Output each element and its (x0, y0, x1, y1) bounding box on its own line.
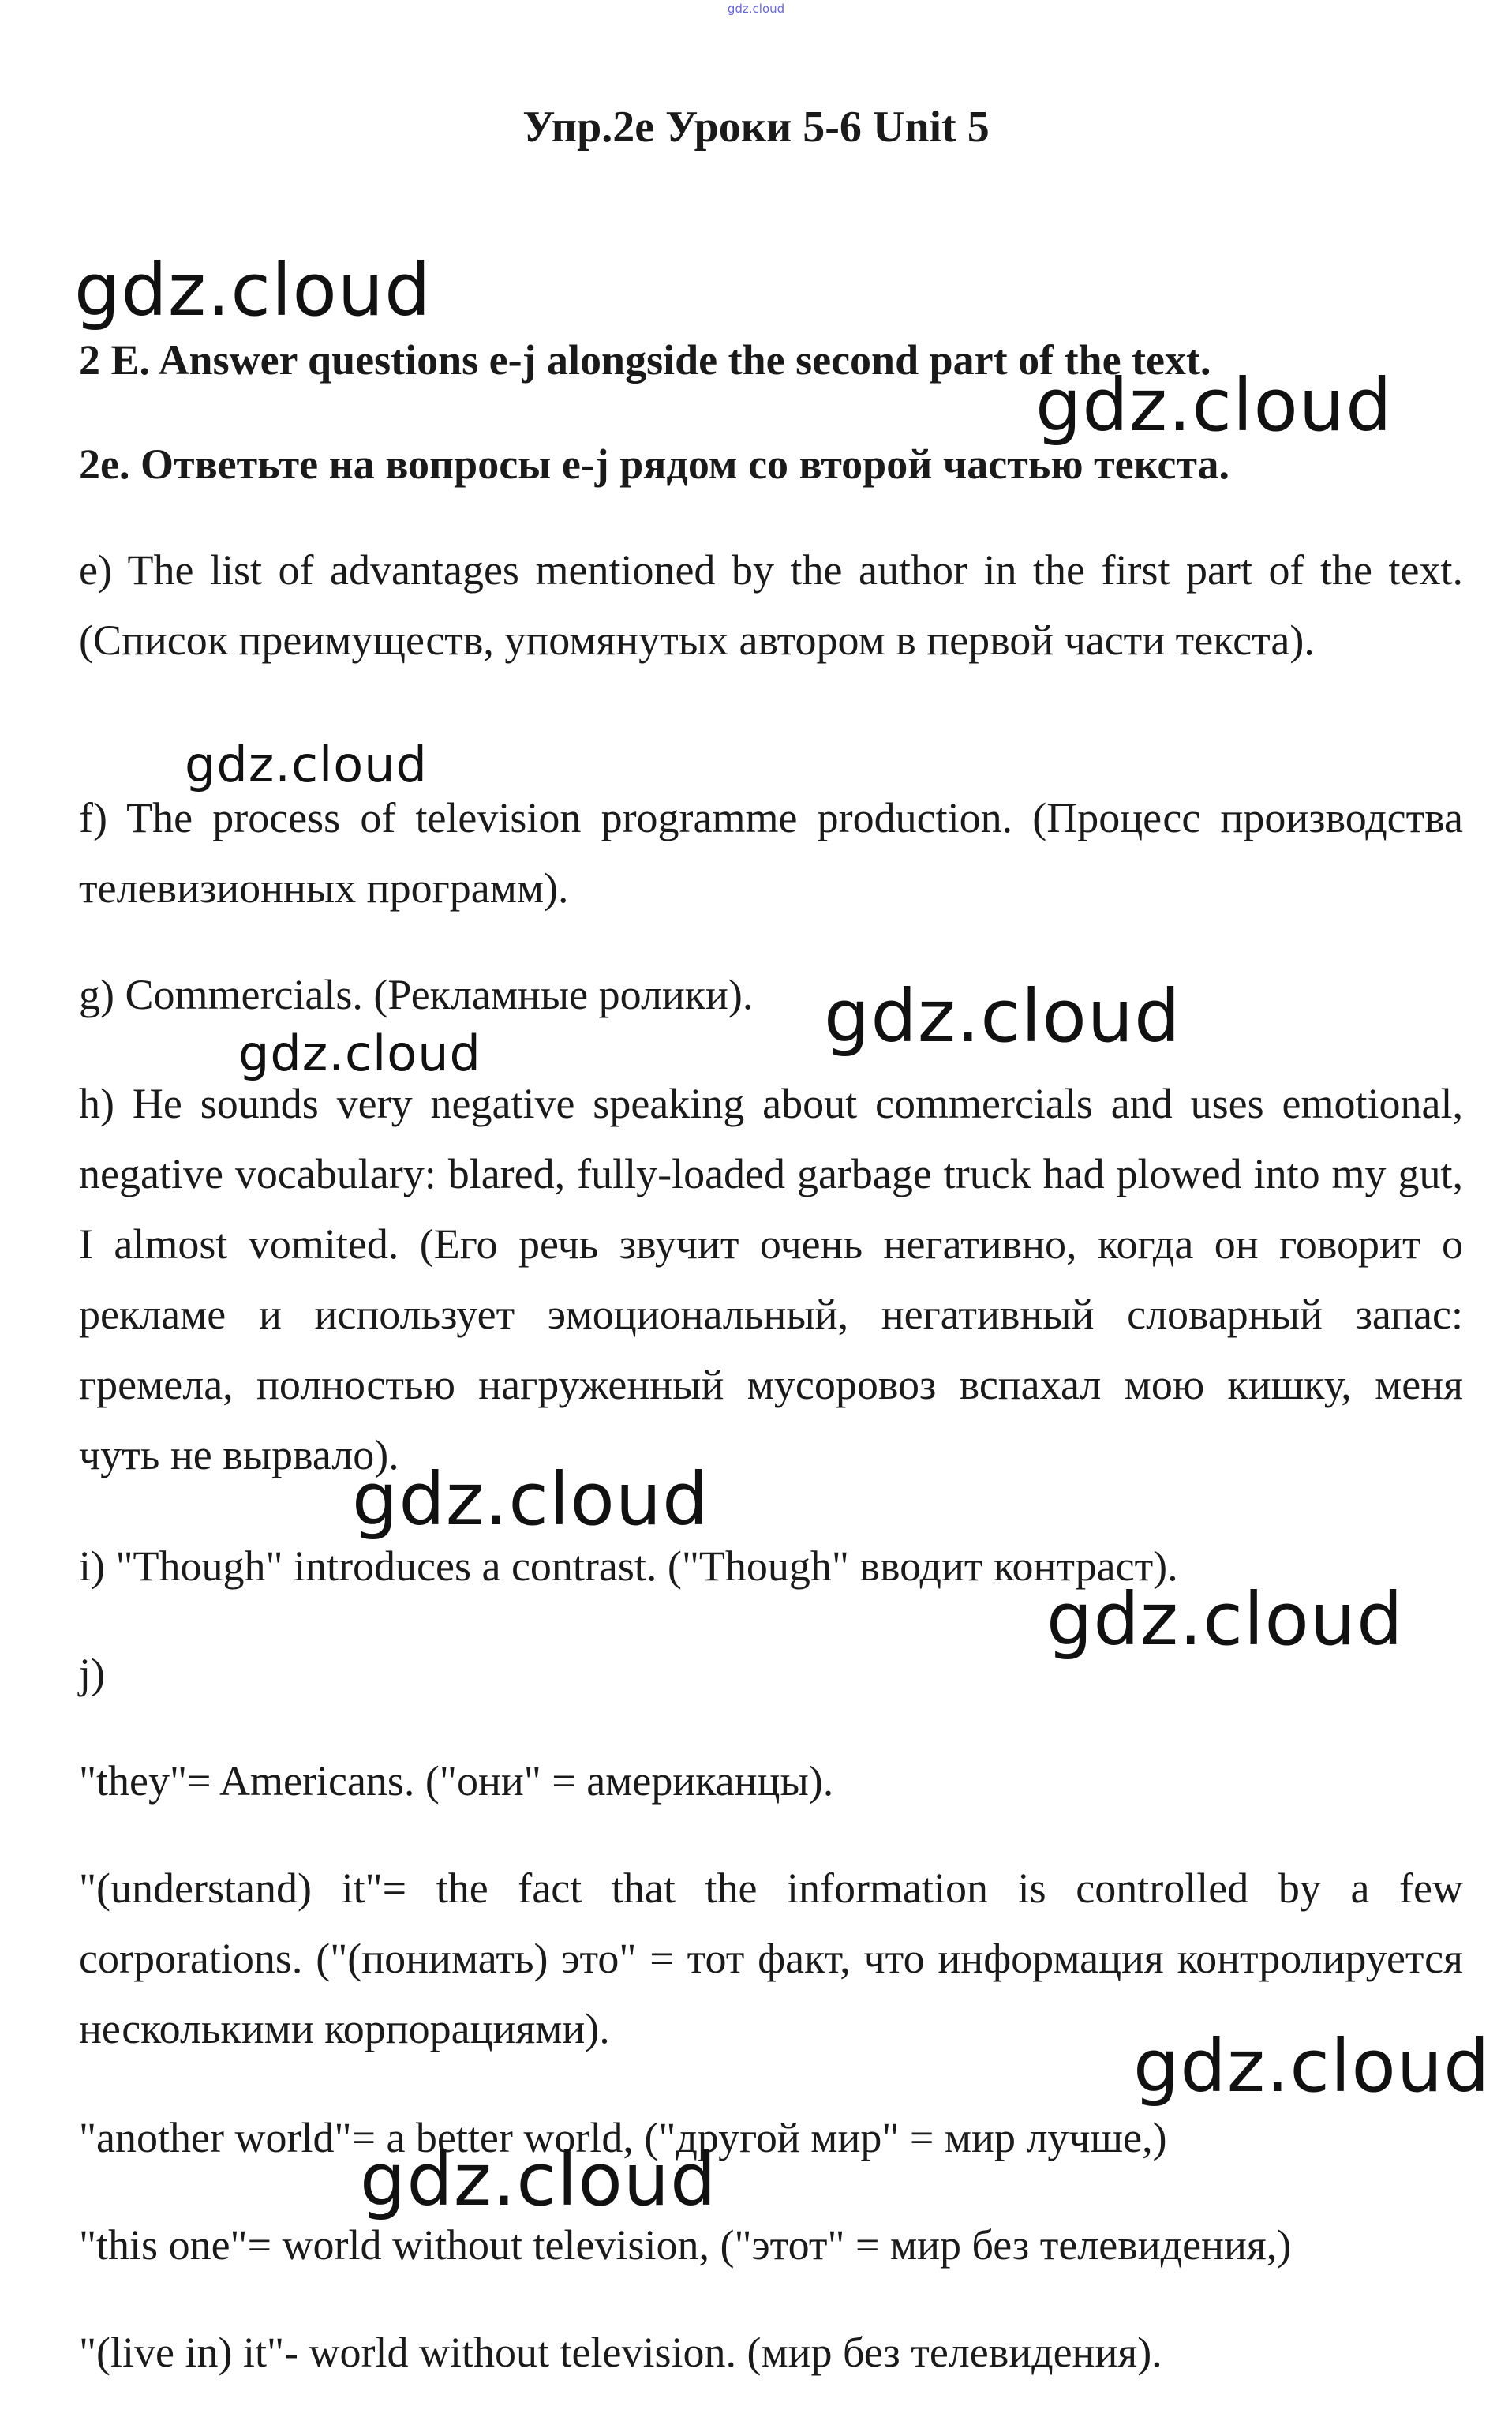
watermark: gdz.cloud (185, 736, 428, 793)
answer-j-item: "they"= Americans. ("они" = американцы). (79, 1757, 834, 1805)
answer-j-label: j) (79, 1650, 105, 1697)
watermark: gdz.cloud (824, 974, 1181, 1059)
answer-g: g) Commercials. (Рекламные ролики). (79, 971, 754, 1018)
task-russian: 2e. Ответьте на вопросы e-j рядом со второй частью текста. (79, 440, 1229, 488)
answer-j-item: "this one"= world without television, ("этот" = мир без телевидения,) (79, 2221, 1292, 2269)
watermark: gdz.cloud (360, 2138, 717, 2222)
watermark: gdz.cloud (1046, 1577, 1404, 1662)
answer-j-item: "another world"= a better world, ("другой мир" = мир лучше,) (79, 2114, 1167, 2161)
answer-i: i) "Though" introduces a contrast. ("Though" вводит контраст). (79, 1542, 1178, 1590)
answer-e: e) The list of advantages mentioned by the author in the first part of the text. (Список преимуществ, упомянутых автором в первой части текста). (79, 546, 1463, 664)
task-english: 2 E. Answer questions e-j alongside the second part of the text. (79, 336, 1211, 384)
watermark: gdz.cloud (1133, 2024, 1491, 2108)
page-title: Упр.2e Уроки 5-6 Unit 5 (522, 103, 990, 152)
answer-j-item: "(understand) it"= the fact that the information is controlled by a few corporations. ("(понимать) это" = тот факт, что информация контролируется несколькими корпорациями). (79, 1864, 1463, 2052)
answer-f: f) The process of television programme production. (Процесс производства телевизионных программ). (79, 794, 1463, 912)
answer-j-item: "(live in) it"- world without television. (мир без телевидения). (79, 2329, 1162, 2376)
answer-h: h) He sounds very negative speaking about commercials and uses emotional, negative vocabulary: blared, fully-loaded garbage truck had plowed into my gut, I almost vomited. (Его речь звучит очень негативно, когда он говорит о рекламе и использует эмоциональный, негативный словарный запас: гремела, полностью нагруженный мусоровоз вспахал мою кишку, меня чуть не вырвало). (79, 1080, 1463, 1478)
watermark: gdz.cloud (352, 1457, 709, 1542)
watermark: gdz.cloud (238, 1025, 481, 1082)
watermark: gdz.cloud (1035, 363, 1393, 448)
watermark: gdz.cloud (74, 248, 432, 332)
top-watermark: gdz.cloud (727, 2, 785, 16)
